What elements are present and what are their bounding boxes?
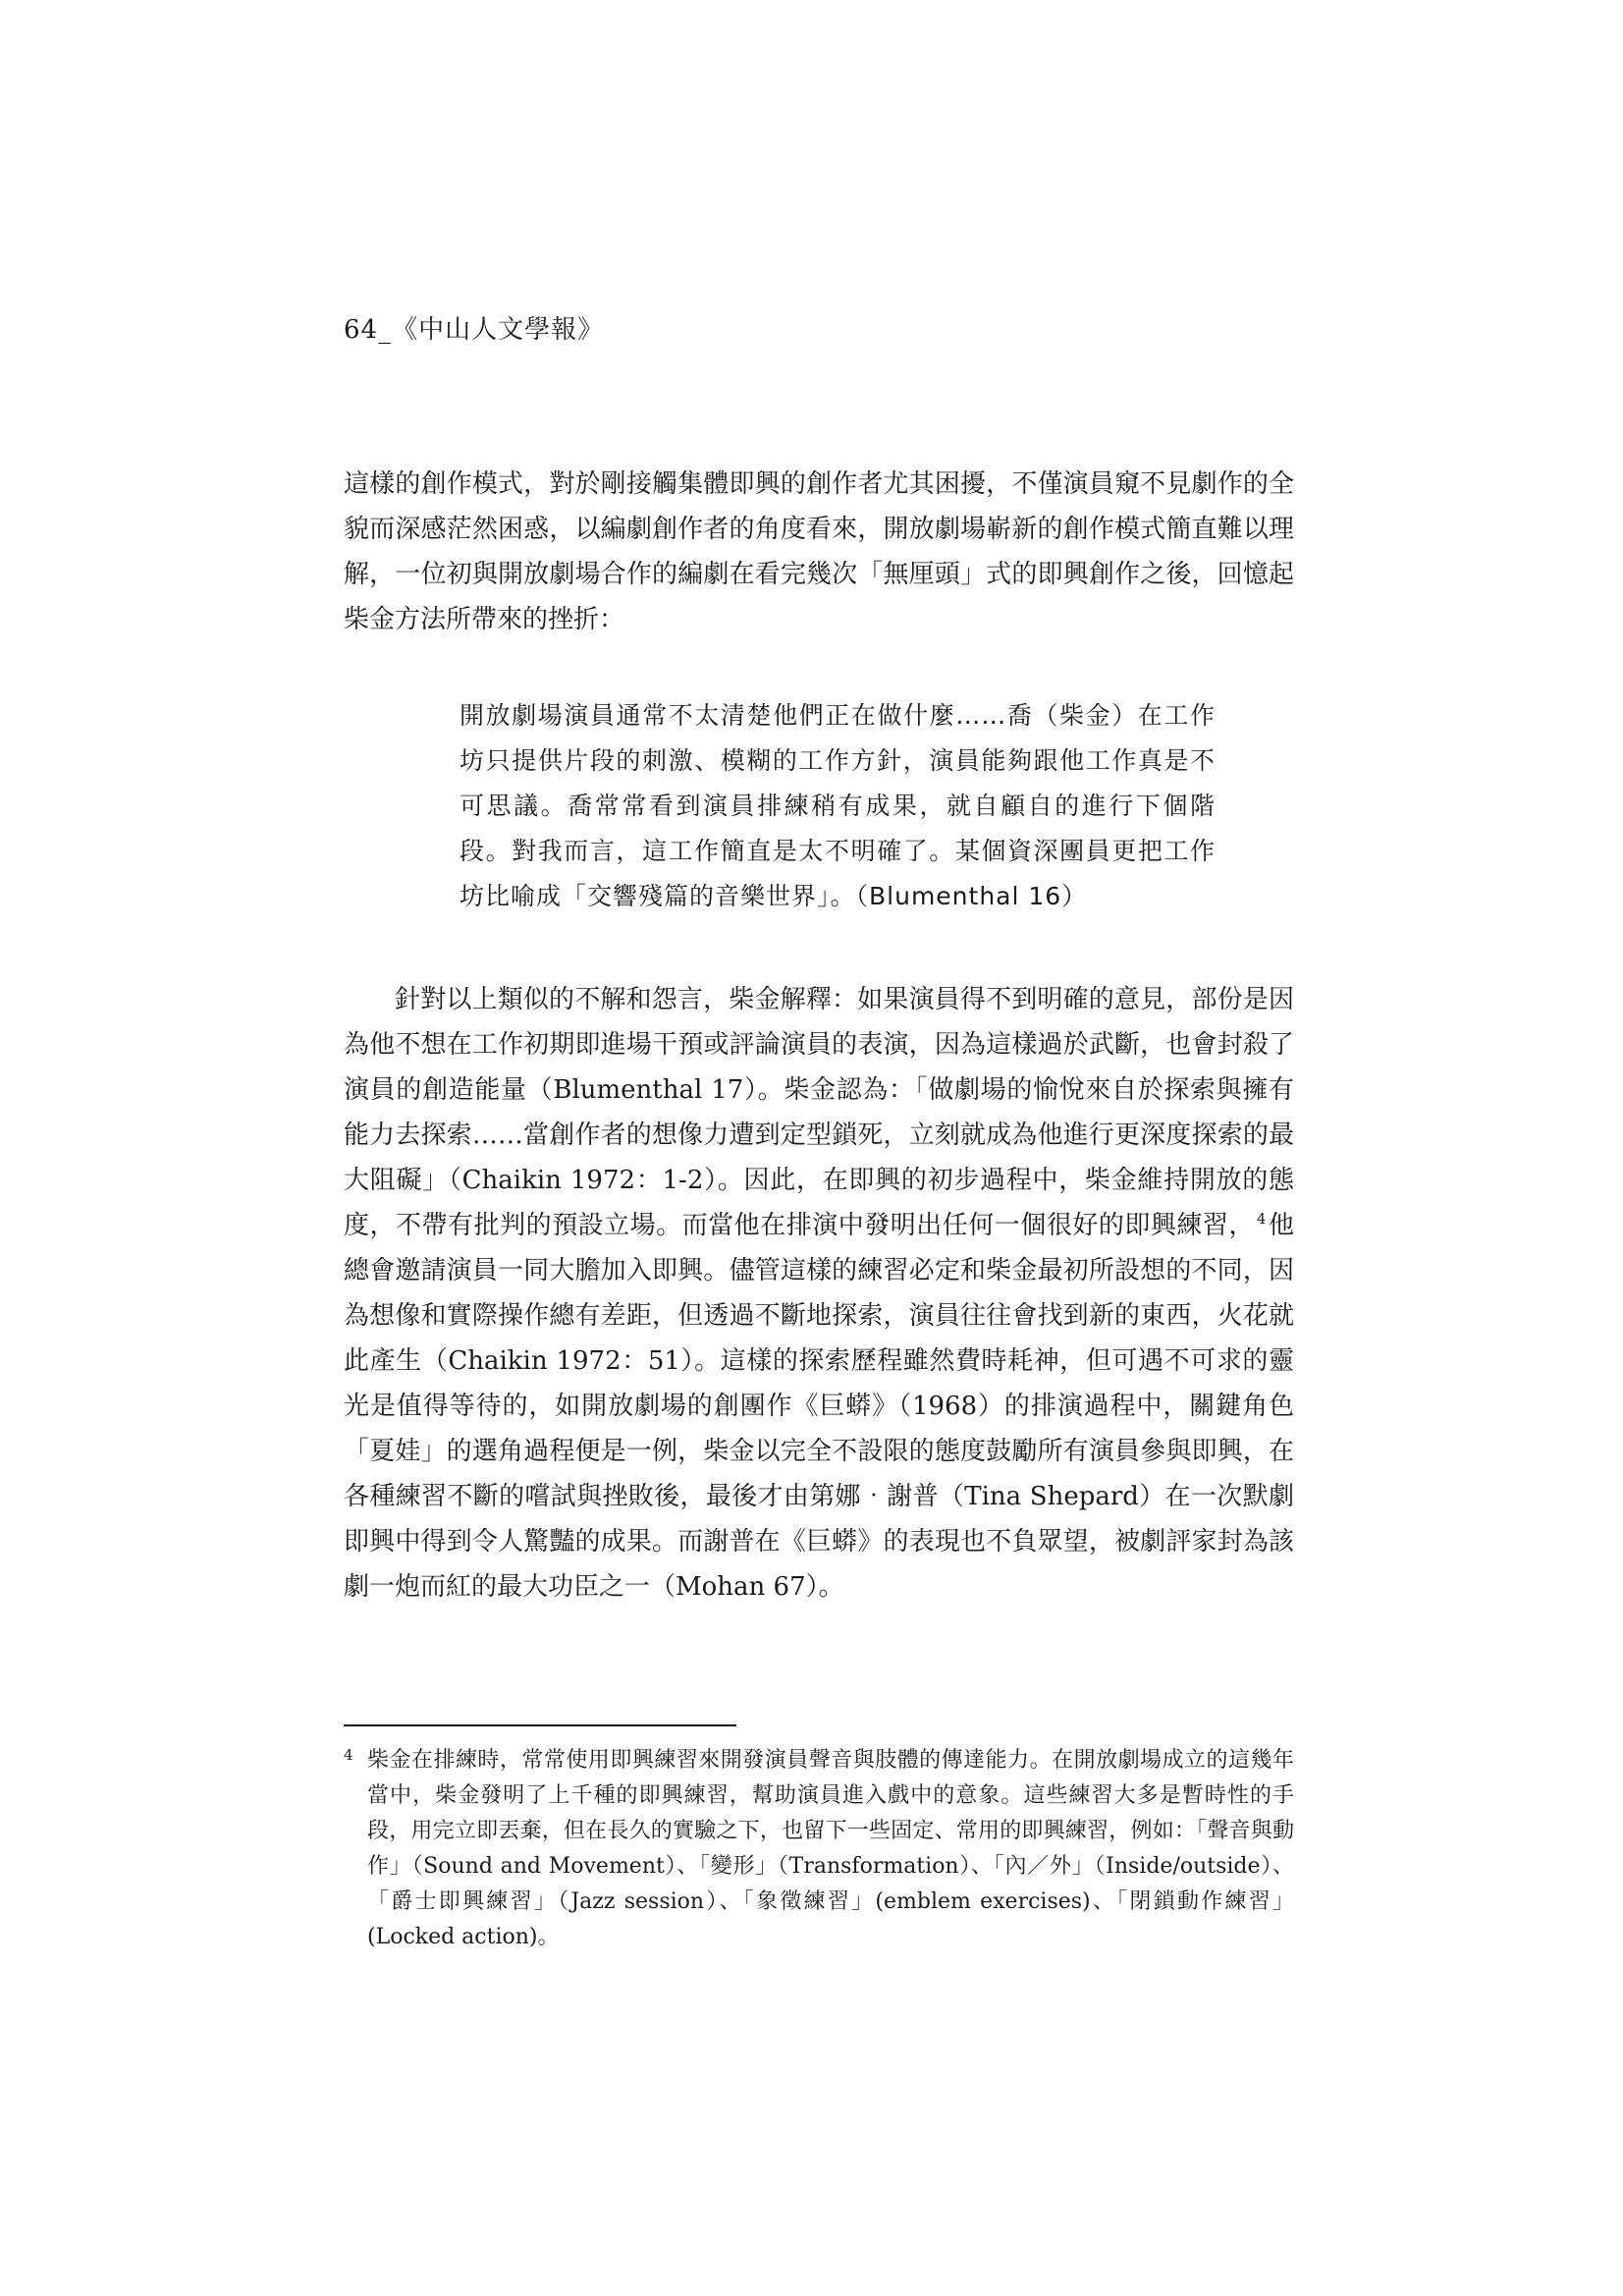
footnote-separator [344, 1724, 736, 1726]
running-head: 64_《中山人文學報》 [344, 315, 605, 345]
footnote-number: 4 [344, 1746, 353, 1764]
footnote-reference-4[interactable]: 4 [1256, 1210, 1267, 1228]
body-paragraph-2 [344, 977, 1294, 1610]
body-paragraph-1: 這樣的創作模式，對於剛接觸集體即興的創作者尤其困擾，不僅演員窺不見劇作的全貌而深感茫然困惑，以編劇創作者的角度看來，開放劇場嶄新的創作模式簡直難以理解，一位初與開放劇場合作的編劇在看完幾次「無厘頭」式的即興創作之後，回憶起柴金方法所帶來的挫折： [344, 469, 1294, 634]
block-quotation: 開放劇場演員通常不太清楚他們正在做什麼……喬（柴金）在工作坊只提供片段的刺激、模糊的工作方針，演員能夠跟他工作真是不可思議。喬常常看到演員排練稍有成果，就自顧自的進行下個階段。對我而言，這工作簡直是太不明確了。某個資深團員更把工作坊比喻成「交響殘篇的音樂世界」。（Blumenthal 16） [460, 701, 1216, 910]
footnote-text: 柴金在排練時，常常使用即興練習來開發演員聲音與肢體的傳達能力。在開放劇場成立的這幾年當中，柴金發明了上千種的即興練習，幫助演員進入戲中的意象。這些練習大多是暫時性的手段，用完立即丟棄，但在長久的實驗之下，也留下一些固定、常用的即興練習，例如：「聲音與動作」（Sound and Movement）、「變形」（Transformation）、「內／外」（Inside/outside）、「爵士即興練習」（Jazz session）、「象徵練習」(emblem exercises)、「閉鎖動作練習」(Locked action)。 [367, 1748, 1294, 1949]
paragraph-2-text-before-note: 針對以上類似的不解和怨言，柴金解釋：如果演員得不到明確的意見，部份是因為他不想在工作初期即進場干預或評論演員的表演，因為這樣過於武斷，也會封殺了演員的創造能量（Blumenthal 17）。柴金認為：「做劇場的愉悅來自於探索與擁有能力去探索……當創作者的想像力遭到定型鎖死，立刻就成為他進行更深度探索的最大阻礙」（Chaikin 1972：1-2）。因此，在即興的初步過程中，柴金維持開放的態度，不帶有批判的預設立場。而當他在排演中發明出任何一個很好的即興練習， [344, 985, 1294, 1240]
paragraph-2-text-after-note: 他總會邀請演員一同大膽加入即興。儘管這樣的練習必定和柴金最初所設想的不同，因為想像和實際操作總有差距，但透過不斷地探索，演員往往會找到新的東西，火花就此產生（Chaikin 1972：51）。這樣的探索歷程雖然費時耗神，但可遇不可求的靈光是值得等待的，如開放劇場的創團作《巨蟒》（1968）的排演過程中，關鍵角色「夏娃」的選角過程便是一例，柴金以完全不設限的態度鼓勵所有演員參與即興，在各種練習不斷的嚐試與挫敗後，最後才由第娜‧謝普（Tina Shepard）在一次默劇即興中得到令人驚豔的成果。而謝普在《巨蟒》的表現也不負眾望，被劇評家封為該劇一炮而紅的最大功臣之一（Mohan 67）。 [344, 1211, 1294, 1602]
footnote-4 [344, 1743, 1294, 1955]
